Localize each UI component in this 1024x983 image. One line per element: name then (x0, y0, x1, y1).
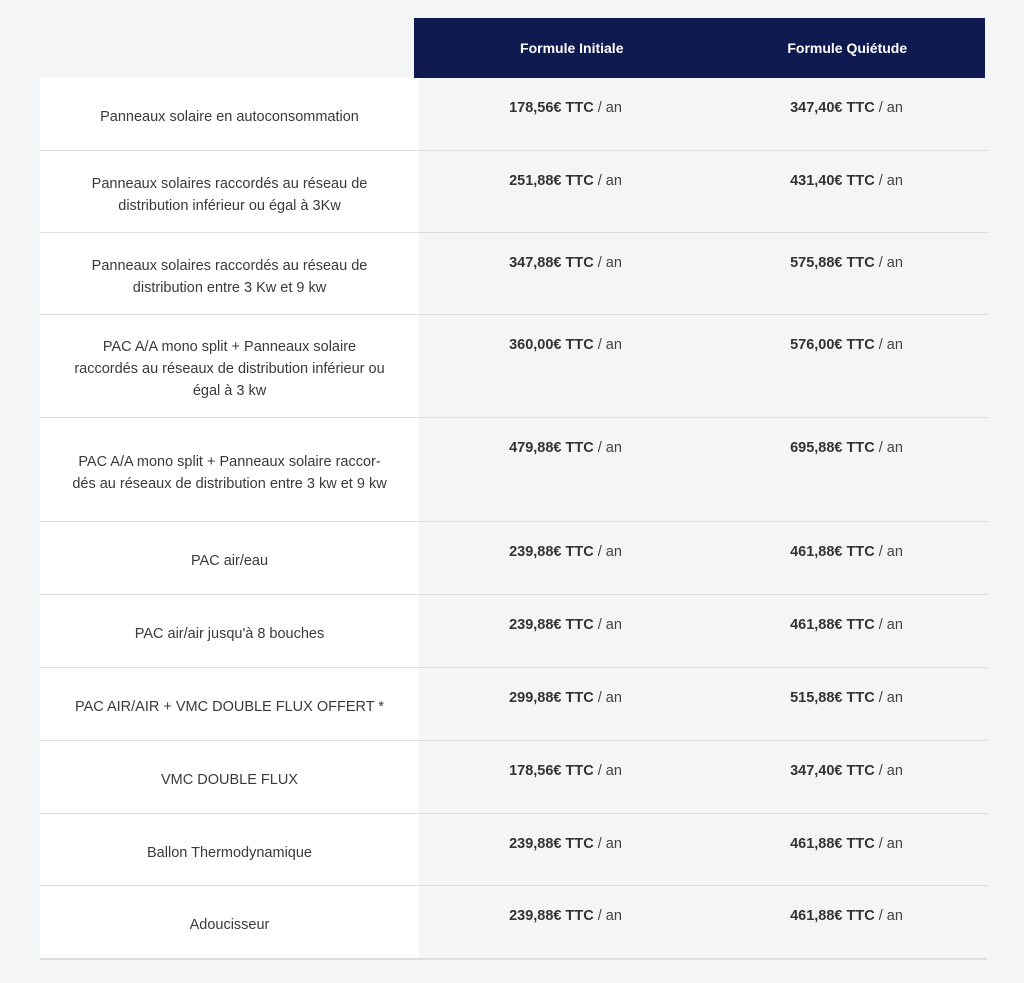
price-formule-quietude (706, 78, 987, 150)
price-period: / an (597, 836, 622, 852)
table-row (40, 151, 987, 233)
price-amount-quietude: 576,00€ TTC (790, 337, 875, 353)
table-bottom-divider (40, 959, 987, 960)
price-amount-initiale: 239,88€ TTC (509, 544, 594, 560)
price-amount-quietude: 431,40€ TTC (790, 173, 875, 189)
price-formule-quietude (706, 315, 987, 417)
price-amount-quietude: 461,88€ TTC (790, 836, 875, 852)
price-amount-initiale: 239,88€ TTC (509, 617, 594, 633)
table-row (40, 886, 987, 959)
price-amount-initiale: 479,88€ TTC (509, 440, 594, 456)
price-formule-quietude (706, 418, 987, 521)
price-amount-initiale: 299,88€ TTC (509, 690, 594, 706)
table-row (40, 233, 987, 315)
price-amount-quietude: 347,40€ TTC (790, 100, 875, 116)
price-formule-initiale (419, 233, 706, 314)
price-period: / an (597, 173, 622, 189)
price-period: / an (597, 763, 622, 779)
equipment-label: PAC A/A mono split + Panneaux solaire raccordés au réseaux de distribution inférieur ou égal à 3 kw (40, 315, 419, 417)
price-period: / an (597, 440, 622, 456)
price-amount-initiale: 347,88€ TTC (509, 255, 594, 271)
price-formule-initiale (419, 522, 706, 594)
pricing-table (40, 78, 987, 959)
price-period: / an (878, 617, 903, 633)
equipment-label: PAC A/A mono split + Panneaux solaire raccor-dés au réseaux de distribution entre 3 kw et 9 kw (40, 418, 419, 521)
price-period: / an (878, 544, 903, 560)
price-period: / an (878, 763, 903, 779)
price-amount-initiale: 360,00€ TTC (509, 337, 594, 353)
price-formule-initiale (419, 741, 706, 813)
price-period: / an (878, 100, 903, 116)
table-row (40, 418, 987, 522)
price-amount-initiale: 251,88€ TTC (509, 173, 594, 189)
price-formule-initiale (419, 418, 706, 521)
price-formule-quietude (706, 814, 987, 885)
equipment-label: PAC air/air jusqu'à 8 bouches (40, 595, 419, 667)
equipment-label: Adoucisseur (40, 886, 419, 958)
table-row (40, 522, 987, 595)
price-amount-initiale: 178,56€ TTC (509, 763, 594, 779)
price-formule-initiale (419, 886, 706, 958)
price-period: / an (597, 908, 622, 924)
price-formule-initiale (419, 78, 706, 150)
table-row (40, 814, 987, 886)
price-amount-quietude: 575,88€ TTC (790, 255, 875, 271)
price-formule-quietude (706, 741, 987, 813)
table-row (40, 668, 987, 741)
price-period: / an (597, 255, 622, 271)
price-amount-quietude: 515,88€ TTC (790, 690, 875, 706)
price-amount-quietude: 461,88€ TTC (790, 544, 875, 560)
price-formule-quietude (706, 233, 987, 314)
table-row (40, 741, 987, 814)
price-formule-initiale (419, 151, 706, 232)
equipment-label: PAC air/eau (40, 522, 419, 594)
price-formule-quietude (706, 595, 987, 667)
price-formule-initiale (419, 595, 706, 667)
price-period: / an (878, 173, 903, 189)
table-row (40, 595, 987, 668)
equipment-label: VMC DOUBLE FLUX (40, 741, 419, 813)
price-formule-quietude (706, 668, 987, 740)
price-period: / an (878, 690, 903, 706)
equipment-label: Ballon Thermodynamique (40, 814, 419, 885)
table-header (414, 18, 985, 78)
equipment-label: Panneaux solaires raccordés au réseau de distribution inférieur ou égal à 3Kw (40, 151, 419, 232)
price-period: / an (597, 617, 622, 633)
price-period: / an (597, 100, 622, 116)
equipment-label: PAC AIR/AIR + VMC DOUBLE FLUX OFFERT * (40, 668, 419, 740)
table-row (40, 315, 987, 418)
price-period: / an (878, 908, 903, 924)
price-amount-quietude: 695,88€ TTC (790, 440, 875, 456)
header-formule-initiale: Formule Initiale (520, 40, 624, 56)
price-period: / an (878, 337, 903, 353)
price-period: / an (878, 836, 903, 852)
price-period: / an (597, 690, 622, 706)
price-formule-quietude (706, 151, 987, 232)
equipment-label: Panneaux solaire en autoconsommation (40, 78, 419, 150)
price-period: / an (878, 255, 903, 271)
price-amount-quietude: 461,88€ TTC (790, 908, 875, 924)
price-amount-quietude: 461,88€ TTC (790, 617, 875, 633)
price-amount-initiale: 239,88€ TTC (509, 908, 594, 924)
price-formule-quietude (706, 886, 987, 958)
price-period: / an (597, 337, 622, 353)
price-formule-initiale (419, 814, 706, 885)
price-period: / an (597, 544, 622, 560)
equipment-label: Panneaux solaires raccordés au réseau de distribution entre 3 Kw et 9 kw (40, 233, 419, 314)
price-period: / an (878, 440, 903, 456)
header-formule-quietude: Formule Quiétude (787, 40, 908, 56)
price-formule-quietude (706, 522, 987, 594)
price-formule-initiale (419, 315, 706, 417)
price-formule-initiale (419, 668, 706, 740)
table-row (40, 78, 987, 151)
price-amount-initiale: 239,88€ TTC (509, 836, 594, 852)
price-amount-initiale: 178,56€ TTC (509, 100, 594, 116)
price-amount-quietude: 347,40€ TTC (790, 763, 875, 779)
